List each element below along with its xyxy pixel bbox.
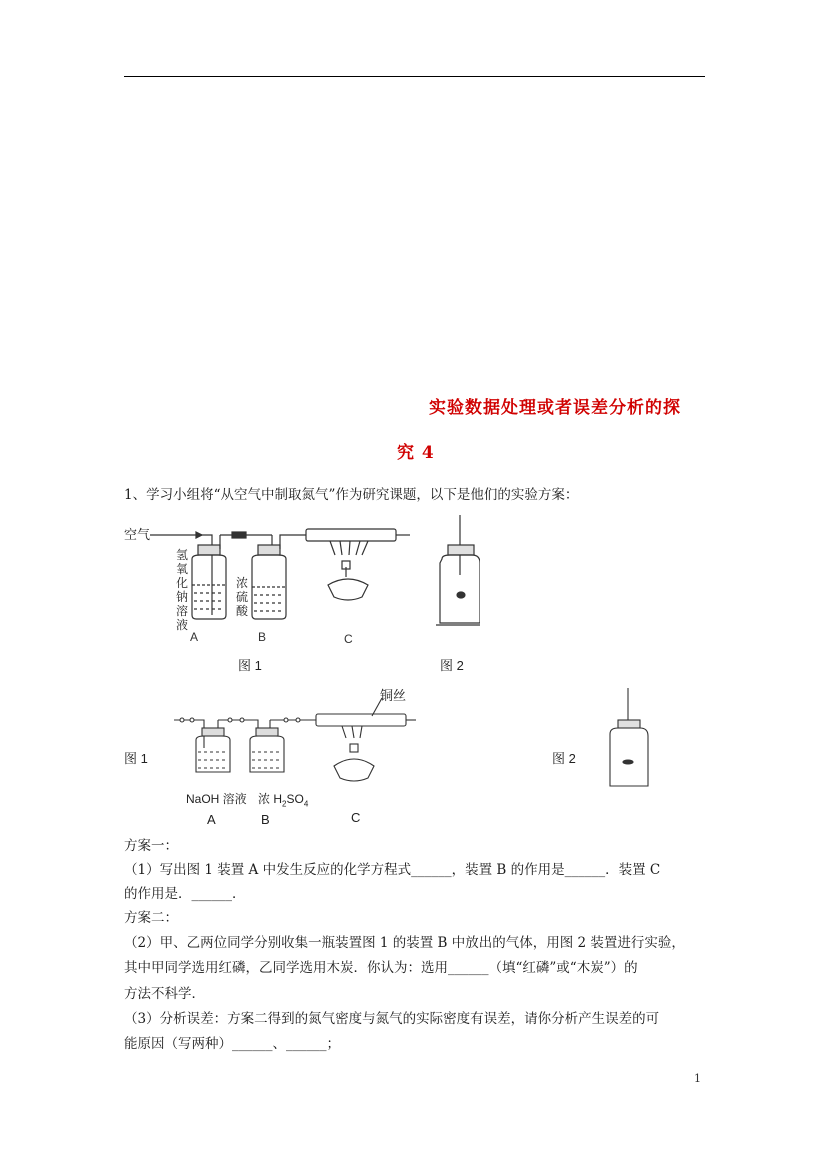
apparatus-figure-bottom: [170, 688, 670, 828]
question-2-line-1: （2）甲、乙两位同学分别收集一瓶装置图 1 的装置 B 中放出的气体，用图 2 装置进行实验，: [124, 935, 685, 951]
svg-text:氧: 氧: [176, 562, 189, 576]
label-b-bottom: B: [261, 812, 270, 827]
svg-text:化: 化: [176, 576, 189, 590]
page-title-continued: 究 4: [397, 443, 435, 463]
label-c-bottom: C: [351, 810, 361, 825]
figure-2-caption: 图 2: [440, 658, 464, 673]
reagent-a-label: NaOH 溶液: [186, 792, 247, 806]
page-number: 1: [694, 1072, 701, 1085]
question-1-line-1: （1）写出图 1 装置 A 中发生反应的化学方程式______，装置 B 的作用是______．装置 C: [124, 862, 661, 878]
page-title: 实验数据处理或者误差分析的探: [429, 398, 681, 418]
question-3-line-2: 能原因（写两种）______、______；: [124, 1036, 340, 1052]
question-2-line-3: 方法不科学．: [124, 986, 205, 1002]
label-a-bottom: A: [207, 812, 216, 827]
header-rule: [124, 76, 705, 77]
svg-text:氢: 氢: [176, 548, 189, 562]
question-intro: 1、学习小组将“从空气中制取氮气”作为研究课题，以下是他们的实验方案：: [124, 487, 579, 503]
label-c: C: [344, 632, 353, 646]
figure-1-caption-bottom: 图 1: [124, 751, 148, 766]
figure-2-caption-bottom: 图 2: [552, 751, 576, 766]
reagent-b-label: 浓 $H_2SO_4$: [258, 792, 309, 809]
air-label: 空气: [124, 527, 151, 542]
svg-text:硫: 硫: [236, 590, 249, 604]
figure-1-caption: 图 1: [238, 658, 262, 673]
wire-label: 铜丝: [380, 688, 407, 703]
question-2-line-2: 其中甲同学选用红磷，乙同学选用木炭．你认为：选用______（填“红磷”或“木炭”）的: [124, 960, 638, 976]
label-a: A: [190, 630, 199, 644]
question-1-line-2: 的作用是．______．: [124, 886, 246, 902]
label-b: B: [258, 630, 267, 644]
plan-one-heading: 方案一：: [124, 838, 178, 854]
svg-text:酸: 酸: [236, 604, 249, 618]
svg-text:液: 液: [176, 618, 189, 632]
svg-text:钠: 钠: [176, 590, 189, 604]
plan-two-heading: 方案二：: [124, 910, 178, 926]
question-3-line-1: （3）分析误差：方案二得到的氮气密度与氮气的实际密度有误差，请你分析产生误差的可: [124, 1011, 660, 1027]
apparatus-figure-top: [120, 515, 480, 675]
svg-text:浓: 浓: [236, 576, 249, 590]
svg-text:溶: 溶: [176, 604, 189, 618]
